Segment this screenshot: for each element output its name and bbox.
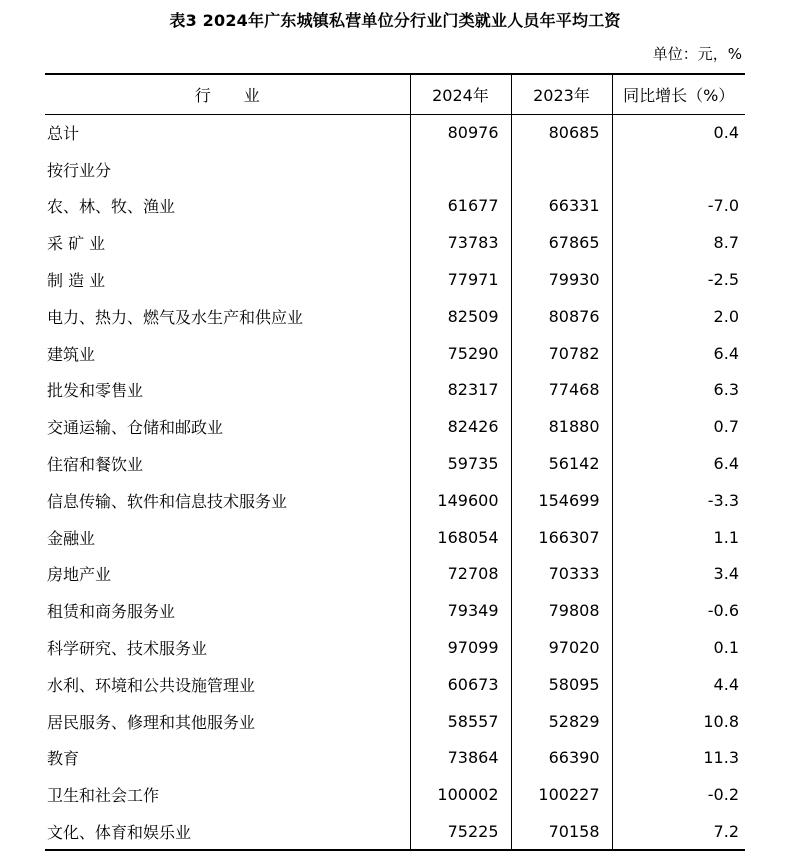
row-value-2024: 73783 [410,224,511,261]
row-industry: 按行业分 [47,160,112,180]
row-growth: -2.5 [612,261,745,298]
row-value-2023: 100227 [511,776,612,813]
table-row [45,740,745,777]
row-industry: 科学研究、技术服务业 [47,639,208,659]
row-value-2023: 79930 [511,261,612,298]
row-industry: 租赁和商务服务业 [47,602,176,622]
row-industry: 交通运输、仓储和邮政业 [47,418,224,438]
header-2024: 2024年 [410,74,511,114]
row-value-2023: 66390 [511,740,612,777]
row-value-2023: 79808 [511,592,612,629]
row-value-2024: 58557 [410,703,511,740]
row-industry: 农、林、牧、渔业 [47,197,176,217]
table-title: 表3 2024年广东城镇私营单位分行业门类就业人员年平均工资 [169,11,621,30]
row-value-2023: 154699 [511,482,612,519]
table-row [45,592,745,629]
row-value-2023: 52829 [511,703,612,740]
row-industry: 金融业 [47,528,96,548]
row-growth: -0.6 [612,592,745,629]
table-row [45,151,745,188]
table-row [45,335,745,372]
table-row [45,482,745,519]
row-value-2024: 100002 [410,776,511,813]
row-industry: 水利、环境和公共设施管理业 [47,675,256,695]
row-industry: 总计 [47,124,80,144]
row-industry: 居民服务、修理和其他服务业 [47,712,256,732]
row-industry: 教育 [47,749,80,769]
row-industry: 房地产业 [47,565,112,585]
row-industry: 制 造 业 [47,271,106,291]
row-growth: 8.7 [612,224,745,261]
row-value-2024: 149600 [410,482,511,519]
row-growth: -0.2 [612,776,745,813]
row-value-2024: 61677 [410,188,511,225]
row-growth: 0.1 [612,629,745,666]
row-value-2024: 75290 [410,335,511,372]
table-row [45,188,745,225]
row-value-2023: 58095 [511,666,612,703]
table-row [45,372,745,409]
row-growth [612,151,745,188]
row-value-2023: 81880 [511,408,612,445]
unit-note: 单位：元，% [652,45,742,63]
row-growth: 6.4 [612,335,745,372]
row-growth: 7.2 [612,813,745,850]
header-industry: 行 业 [45,74,410,114]
row-industry: 卫生和社会工作 [47,786,160,806]
table-row [45,556,745,593]
row-value-2023: 67865 [511,224,612,261]
row-value-2024: 80976 [410,114,511,151]
row-value-2023: 80685 [511,114,612,151]
row-growth: -3.3 [612,482,745,519]
row-value-2023: 66331 [511,188,612,225]
table-row [45,114,745,151]
row-value-2024: 82426 [410,408,511,445]
row-value-2023: 70782 [511,335,612,372]
row-value-2024: 72708 [410,556,511,593]
table-row [45,445,745,482]
row-value-2024 [410,151,511,188]
row-growth: 0.7 [612,408,745,445]
row-value-2024: 73864 [410,740,511,777]
row-value-2024: 59735 [410,445,511,482]
row-value-2023: 56142 [511,445,612,482]
table-row [45,261,745,298]
row-value-2024: 77971 [410,261,511,298]
row-industry: 批发和零售业 [47,381,144,401]
wage-table [45,73,745,851]
table-row [45,408,745,445]
table-row [45,703,745,740]
row-value-2023: 70158 [511,813,612,850]
row-value-2024: 168054 [410,519,511,556]
row-industry: 建筑业 [47,344,96,364]
row-growth: 6.4 [612,445,745,482]
row-growth: 1.1 [612,519,745,556]
table-row [45,629,745,666]
table-row [45,298,745,335]
header-row [45,74,745,114]
row-growth: 11.3 [612,740,745,777]
header-2023: 2023年 [511,74,612,114]
row-value-2024: 97099 [410,629,511,666]
row-industry: 文化、体育和娱乐业 [45,813,410,850]
row-value-2023: 97020 [511,629,612,666]
header-growth: 同比增长（%） [612,74,745,114]
table-body [45,114,745,850]
row-growth: 2.0 [612,298,745,335]
row-value-2024: 79349 [410,592,511,629]
row-growth: 10.8 [612,703,745,740]
row-industry: 电力、热力、燃气及水生产和供应业 [47,307,304,327]
row-industry: 采 矿 业 [47,234,106,254]
row-industry: 住宿和餐饮业 [47,455,144,475]
row-value-2023: 166307 [511,519,612,556]
row-growth: 0.4 [612,114,745,151]
row-value-2023: 70333 [511,556,612,593]
row-growth: 3.4 [612,556,745,593]
table-row [45,813,745,850]
row-value-2024: 82509 [410,298,511,335]
table-row [45,224,745,261]
row-value-2023: 77468 [511,372,612,409]
row-value-2023 [511,151,612,188]
row-value-2024: 75225 [410,813,511,850]
table-row [45,519,745,556]
row-value-2024: 82317 [410,372,511,409]
row-growth: 4.4 [612,666,745,703]
row-growth: -7.0 [612,188,745,225]
row-industry: 信息传输、软件和信息技术服务业 [47,491,288,511]
table-row [45,666,745,703]
row-growth: 6.3 [612,372,745,409]
table-header [45,74,745,114]
row-value-2024: 60673 [410,666,511,703]
row-value-2023: 80876 [511,298,612,335]
table-row [45,776,745,813]
